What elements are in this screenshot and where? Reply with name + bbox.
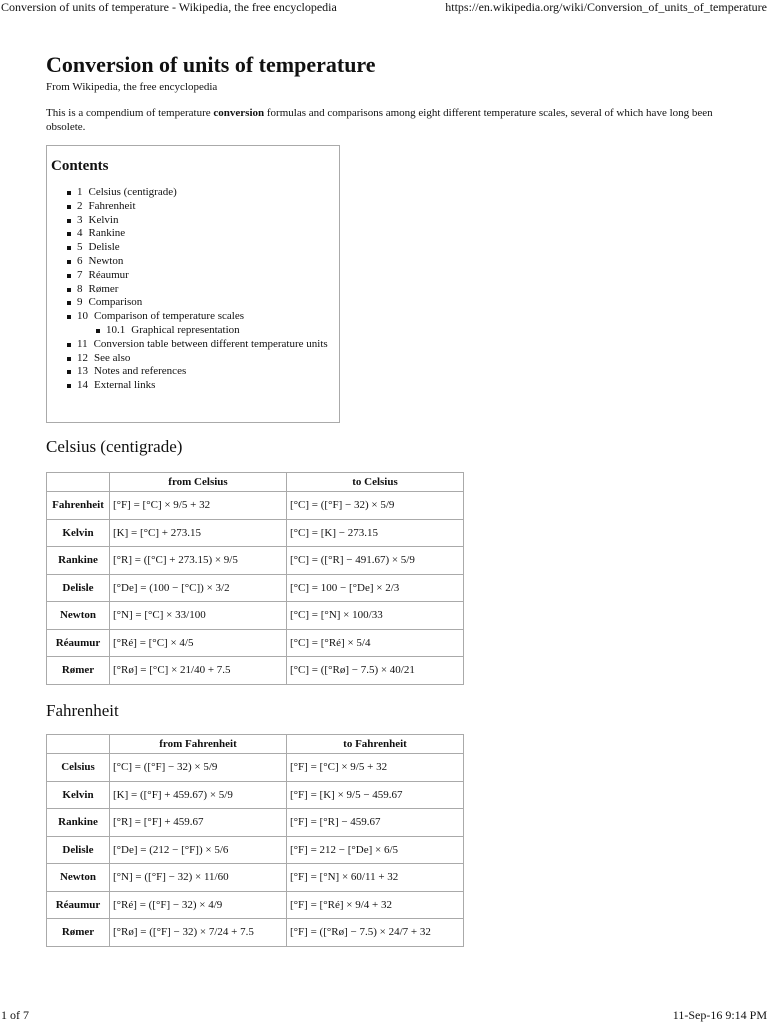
tagline: From Wikipedia, the free encyclopedia (46, 81, 218, 93)
toc-item-number: 5 (77, 241, 83, 254)
toc-item[interactable] (50, 255, 339, 269)
print-footer (0, 1006, 768, 1024)
celsius-conversion-table (46, 472, 464, 685)
table-row (47, 519, 464, 547)
formula-from-cell: [°De] = (212 − [°F]) × 5/6 (110, 836, 287, 864)
toc-item-number: 1 (77, 186, 83, 198)
toc-item[interactable] (50, 379, 339, 393)
table-of-contents (46, 145, 340, 423)
column-header-from: from Fahrenheit (110, 735, 287, 754)
row-scale-label[interactable]: Rankine (47, 547, 110, 575)
formula-to-cell: [°F] = [°Ré] × 9/4 + 32 (287, 891, 464, 919)
toc-list (50, 186, 339, 393)
print-header-title: Conversion of units of temperature - Wikipedia, the free encyclopedia (1, 0, 337, 14)
toc-item[interactable] (50, 338, 339, 352)
toc-title: Contents (51, 158, 109, 174)
toc-item-label[interactable]: Notes and references (94, 365, 187, 378)
table-row (47, 809, 464, 837)
formula-from-cell: [°Rø] = ([°F] − 32) × 7/24 + 7.5 (110, 919, 287, 947)
toc-item[interactable] (50, 214, 339, 228)
toc-item[interactable] (50, 296, 339, 310)
table-row (47, 919, 464, 947)
intro-text-after: formulas and comparisons among eight different temperature scales, several of which have long been obsolete. (46, 107, 713, 133)
column-header-to: to Fahrenheit (287, 735, 464, 754)
formula-to-cell: [°F] = [°N] × 60/11 + 32 (287, 864, 464, 892)
toc-item-label[interactable]: Conversion table between different temperature units (93, 337, 328, 350)
row-scale-label[interactable]: Delisle (47, 574, 110, 602)
table-corner-cell (47, 473, 110, 492)
table-row (47, 492, 464, 520)
toc-item-label[interactable]: Réaumur (88, 268, 129, 281)
table-row (47, 657, 464, 685)
row-scale-label[interactable]: Rankine (47, 809, 110, 837)
toc-item-number: 14 (77, 379, 88, 392)
toc-item[interactable] (50, 269, 339, 283)
formula-from-cell: [°R] = [°F] + 459.67 (110, 809, 287, 837)
toc-item-number: 10.1 (106, 323, 126, 336)
toc-item-label[interactable]: Fahrenheit (88, 199, 136, 212)
table-row (47, 754, 464, 782)
toc-item-label[interactable]: Delisle (88, 241, 120, 254)
row-scale-label[interactable]: Rømer (47, 657, 110, 685)
formula-to-cell: [°F] = [°C] × 9/5 + 32 (287, 754, 464, 782)
section-heading-fahrenheit: Fahrenheit (46, 701, 119, 720)
toc-item[interactable] (50, 352, 339, 366)
toc-item-label[interactable]: See also (94, 351, 131, 364)
print-header (0, 0, 768, 16)
formula-to-cell: [°C] = [K] − 273.15 (287, 519, 464, 547)
toc-item-label[interactable]: Rømer (88, 282, 119, 295)
row-scale-label[interactable]: Fahrenheit (47, 492, 110, 520)
formula-from-cell: [°N] = ([°F] − 32) × 11/60 (110, 864, 287, 892)
toc-item-number: 13 (77, 365, 88, 378)
print-datetime: 11-Sep-16 9:14 PM (672, 1008, 767, 1022)
table-row (47, 891, 464, 919)
fahrenheit-conversion-table (46, 734, 464, 947)
section-heading-celsius: Celsius (centigrade) (46, 437, 183, 456)
print-header-url[interactable]: https://en.wikipedia.org/wiki/Conversion_of_units_of_temperature (445, 0, 767, 14)
page-title: Conversion of units of temperature (46, 52, 376, 77)
formula-from-cell: [°F] = [°C] × 9/5 + 32 (110, 492, 287, 520)
formula-from-cell: [°R] = ([°C] + 273.15) × 9/5 (110, 547, 287, 575)
table-row (47, 629, 464, 657)
toc-item-label[interactable]: External links (94, 379, 156, 392)
intro-link-conversion[interactable]: conversion (213, 107, 265, 119)
toc-item-number: 3 (77, 213, 83, 226)
table-row (47, 781, 464, 809)
formula-to-cell: [°F] = ([°Rø] − 7.5) × 24/7 + 32 (287, 919, 464, 947)
toc-item-number: 9 (77, 296, 83, 309)
table-row (47, 836, 464, 864)
column-header-to: to Celsius (287, 473, 464, 492)
formula-to-cell: [°C] = [°N] × 100/33 (287, 602, 464, 630)
celsius-table-body (47, 492, 464, 685)
intro-paragraph (46, 106, 718, 134)
toc-item[interactable] (50, 365, 339, 379)
toc-item[interactable] (50, 283, 339, 297)
intro-text-before: This is a compendium of temperature (46, 107, 214, 119)
row-scale-label[interactable]: Kelvin (47, 519, 110, 547)
toc-item-label[interactable]: Celsius (centigrade) (88, 186, 177, 198)
formula-from-cell: [K] = ([°F] + 459.67) × 5/9 (110, 781, 287, 809)
table-corner-cell (47, 735, 110, 754)
formula-from-cell: [°Rø] = [°C] × 21/40 + 7.5 (110, 657, 287, 685)
toc-item[interactable] (50, 241, 339, 255)
toc-item-label[interactable]: Newton (88, 254, 124, 267)
formula-to-cell: [°F] = [°R] − 459.67 (287, 809, 464, 837)
toc-item[interactable] (50, 200, 339, 214)
toc-item-number: 11 (77, 337, 88, 350)
row-scale-label[interactable]: Celsius (47, 754, 110, 782)
table-row (47, 864, 464, 892)
fahrenheit-table-body (47, 754, 464, 947)
toc-item[interactable] (50, 186, 339, 200)
table-row (47, 547, 464, 575)
toc-item[interactable] (50, 310, 339, 324)
formula-from-cell: [°Ré] = [°C] × 4/5 (110, 629, 287, 657)
toc-item-label[interactable]: Rankine (88, 227, 126, 240)
column-header-from: from Celsius (110, 473, 287, 492)
toc-item-number: 2 (77, 199, 83, 212)
table-header-row (47, 735, 464, 754)
formula-from-cell: [°De] = (100 − [°C]) × 3/2 (110, 574, 287, 602)
toc-item-number: 4 (77, 227, 83, 240)
toc-subitem[interactable] (50, 324, 339, 338)
table-row (47, 602, 464, 630)
formula-to-cell: [°C] = ([°F] − 32) × 5/9 (287, 492, 464, 520)
toc-item-label[interactable]: Graphical representation (131, 323, 240, 336)
formula-to-cell: [°C] = [°Ré] × 5/4 (287, 629, 464, 657)
row-scale-label[interactable]: Newton (47, 602, 110, 630)
toc-item-number: 12 (77, 351, 88, 364)
table-header-row (47, 473, 464, 492)
row-scale-label[interactable]: Rømer (47, 919, 110, 947)
toc-item-number: 8 (77, 282, 83, 295)
formula-to-cell: [°F] = 212 − [°De] × 6/5 (287, 836, 464, 864)
toc-item-number: 6 (77, 254, 83, 267)
toc-item-number: 7 (77, 268, 83, 281)
toc-item-label[interactable]: Comparison (88, 296, 143, 309)
row-scale-label[interactable]: Newton (47, 864, 110, 892)
row-scale-label[interactable]: Delisle (47, 836, 110, 864)
row-scale-label[interactable]: Réaumur (47, 891, 110, 919)
table-row (47, 574, 464, 602)
formula-from-cell: [°N] = [°C] × 33/100 (110, 602, 287, 630)
row-scale-label[interactable]: Kelvin (47, 781, 110, 809)
toc-item[interactable] (50, 227, 339, 241)
formula-to-cell: [°C] = 100 − [°De] × 2/3 (287, 574, 464, 602)
formula-from-cell: [°Ré] = ([°F] − 32) × 4/9 (110, 891, 287, 919)
article-content (46, 52, 726, 939)
toc-item-label[interactable]: Kelvin (88, 213, 119, 226)
formula-from-cell: [K] = [°C] + 273.15 (110, 519, 287, 547)
toc-item-label[interactable]: Comparison of temperature scales (94, 310, 244, 323)
formula-from-cell: [°C] = ([°F] − 32) × 5/9 (110, 754, 287, 782)
toc-item-number: 10 (77, 310, 88, 323)
row-scale-label[interactable]: Réaumur (47, 629, 110, 657)
page-number: 1 of 7 (1, 1008, 29, 1022)
formula-to-cell: [°C] = ([°R] − 491.67) × 5/9 (287, 547, 464, 575)
formula-to-cell: [°F] = [K] × 9/5 − 459.67 (287, 781, 464, 809)
formula-to-cell: [°C] = ([°Rø] − 7.5) × 40/21 (287, 657, 464, 685)
